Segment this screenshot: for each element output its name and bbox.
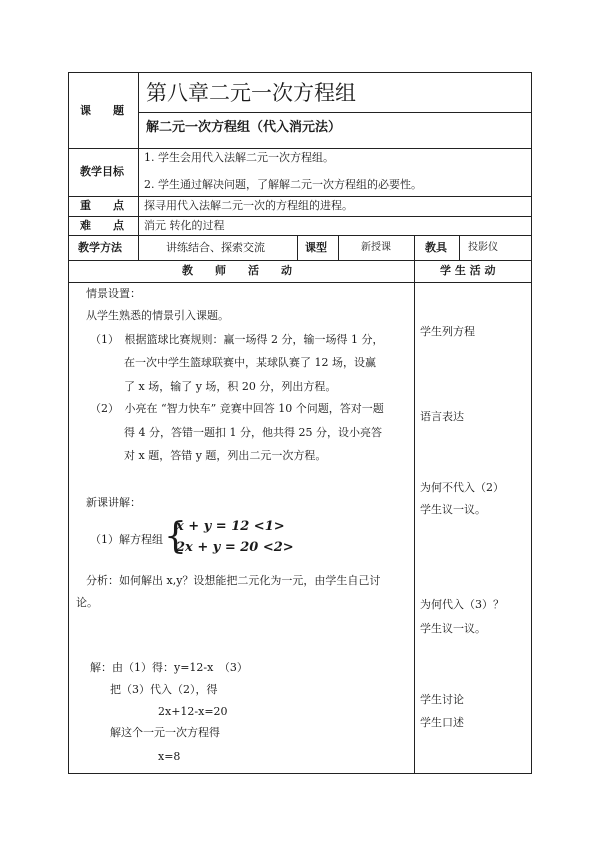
student-note-3: 为何不代入（2） — [420, 481, 504, 494]
difficulty-label: 难 点 — [80, 219, 124, 232]
aids-cell-left — [414, 235, 415, 260]
keypoint-text: 探寻用代入法解二元一次的方程组的进程。 — [144, 199, 353, 212]
teacher-activity-header: 教 师 活 动 — [182, 264, 292, 277]
methods-label: 教学方法 — [78, 241, 122, 254]
table-border-bottom — [68, 773, 532, 774]
type-cell-left — [297, 235, 298, 260]
lesson-type-label: 课型 — [305, 241, 327, 254]
student-note-7: 学生讨论 — [420, 693, 464, 706]
teacher-line-7: 得 4 分，答错一题扣 1 分，他共得 25 分，设小亮答 — [124, 426, 382, 439]
teacher-line-6: （2） 小亮在 “智力快车” 竞赛中回答 10 个问题，答对一题 — [90, 402, 384, 415]
lesson-title: 解二元一次方程组（代入消元法） — [146, 120, 342, 135]
student-note-6: 学生议一议。 — [420, 622, 486, 635]
equation-2: 2x + y = 20 <2> — [176, 540, 294, 555]
teacher-line-3: （1） 根据篮球比赛规则：赢一场得 2 分，输一场得 1 分， — [90, 333, 384, 346]
student-activity-header: 学 生 活 动 — [440, 264, 496, 277]
methods-value: 讲练结合、探索交流 — [166, 241, 265, 254]
teacher-line-14: 2x+12-x=20 — [158, 705, 228, 718]
teacher-line-5: 了 x 场，输了 y 场，积 20 分，列出方程。 — [124, 380, 337, 393]
table-border-left — [68, 72, 69, 774]
chapter-title: 第八章二元一次方程组 — [146, 81, 356, 105]
student-note-5: 为何代入（3）？ — [420, 598, 504, 611]
table-border-right — [531, 72, 532, 774]
objective-2: 2. 学生通过解决问题，了解解二元一次方程组的必要性。 — [144, 178, 422, 191]
row-divider-columns — [68, 282, 532, 283]
teaching-aids-value: 投影仪 — [468, 242, 498, 253]
teacher-line-2: 从学生熟悉的情景引入课题。 — [86, 309, 229, 322]
row-divider-chapter — [138, 112, 532, 113]
equation-1: x + y = 12 <1> — [176, 519, 285, 534]
teacher-line-1: 情景设置： — [86, 287, 141, 300]
keypoint-label: 重 点 — [80, 199, 124, 212]
teacher-line-4: 在一次中学生篮球联赛中，某球队赛了 12 场，设赢 — [124, 356, 376, 369]
student-note-1: 学生列方程 — [420, 325, 475, 338]
teaching-aids-label: 教具 — [425, 241, 447, 254]
teacher-line-9: 新课讲解： — [86, 496, 141, 509]
difficulty-text: 消元 转化的过程 — [144, 219, 225, 232]
type-cell-right — [338, 235, 339, 260]
topic-label: 课 题 — [80, 104, 124, 117]
label-column-divider — [138, 72, 139, 260]
student-note-4: 学生议一议。 — [420, 503, 486, 516]
lesson-type-value: 新授课 — [361, 242, 391, 253]
system-brace: { — [164, 516, 187, 557]
objectives-label: 教学目标 — [80, 165, 124, 178]
teacher-line-13: 把（3）代入（2），得 — [110, 683, 218, 696]
solve-system-label: （1）解方程组 — [90, 533, 163, 546]
teacher-line-12: 解：由（1）得：y=12-x （3） — [90, 661, 248, 674]
activity-column-divider — [414, 260, 415, 774]
teacher-line-8: 对 x 题，答错 y 题，列出二元一次方程。 — [124, 449, 327, 462]
student-note-2: 语言表达 — [420, 410, 464, 423]
row-divider-methods — [68, 260, 532, 261]
teacher-line-15: 解这个一元一次方程得 — [110, 726, 220, 739]
student-note-8: 学生口述 — [420, 716, 464, 729]
teacher-line-10: 分析：如何解出 x,y？设想能把二元化为一元，由学生自己讨 — [86, 574, 381, 587]
teacher-line-16: x=8 — [158, 750, 181, 763]
teacher-line-11: 论。 — [76, 596, 98, 609]
objective-1: 1. 学生会用代入法解二元一次方程组。 — [144, 151, 334, 164]
aids-cell-right — [459, 235, 460, 260]
